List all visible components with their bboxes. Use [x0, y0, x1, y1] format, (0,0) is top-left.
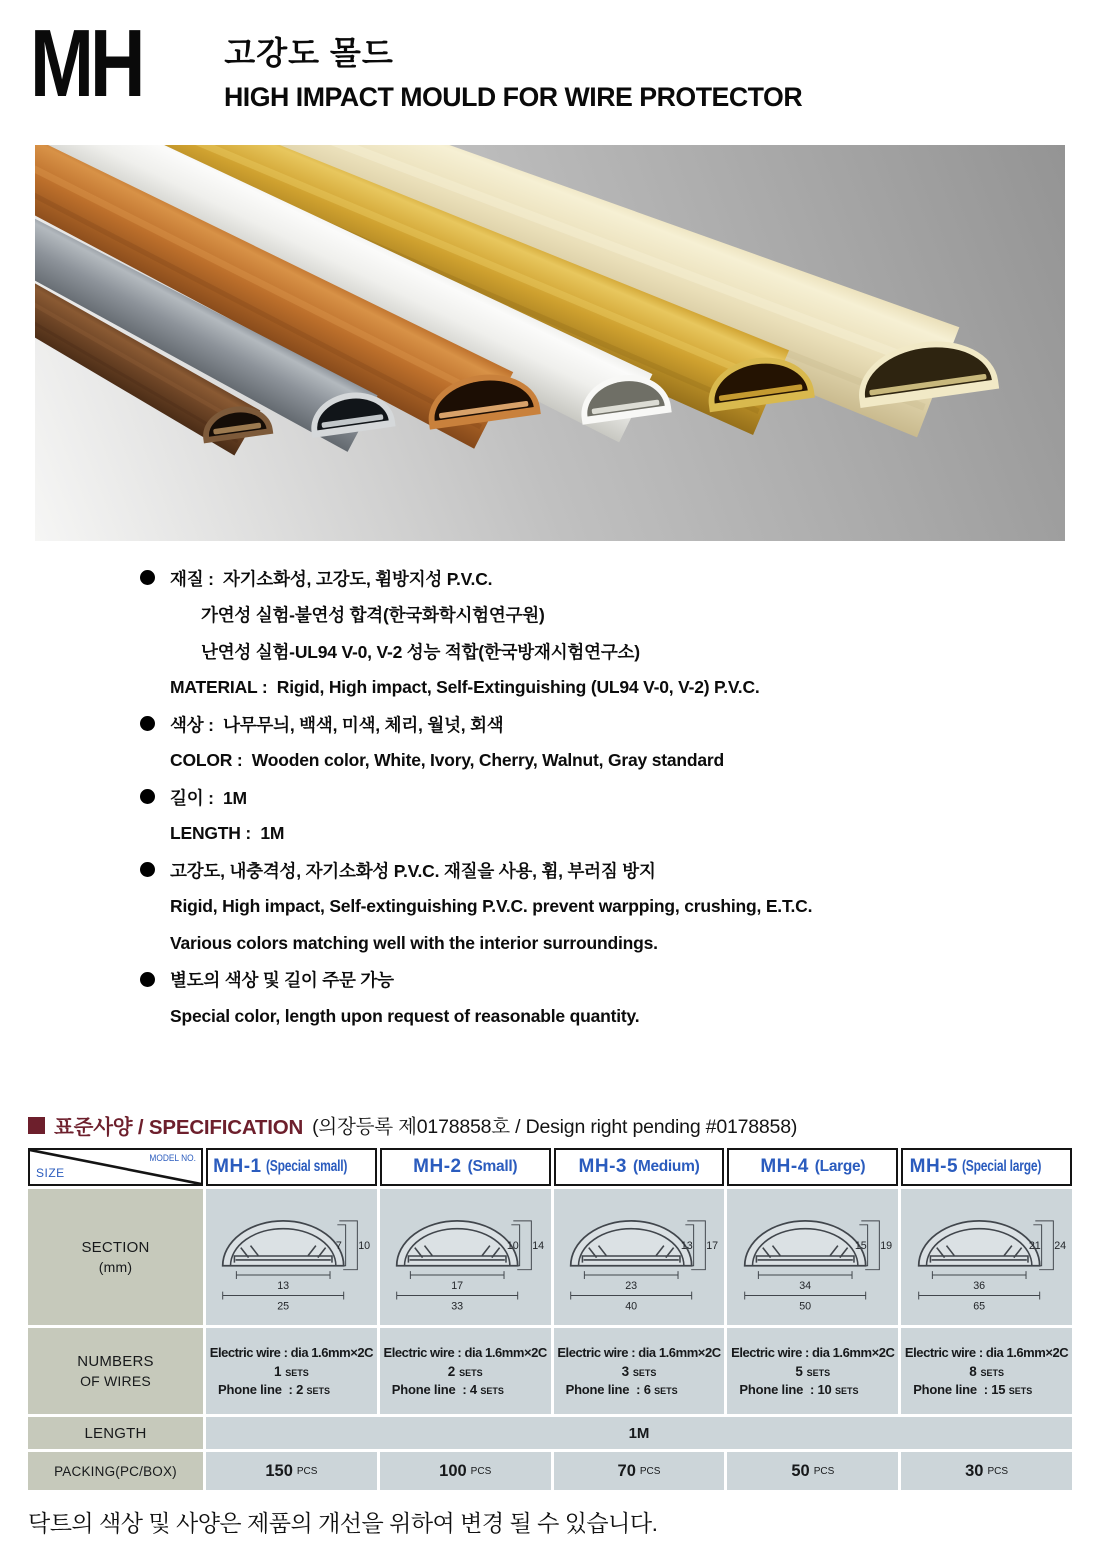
section-cell-mh5 [901, 1189, 1072, 1325]
dim-outer-width: 25 [277, 1300, 290, 1313]
electric-sets: 8 [969, 1364, 977, 1379]
model-size: (Special small) [265, 1158, 347, 1175]
feature-line [0, 962, 1100, 999]
feature-line [0, 779, 1100, 816]
sets-unit: SETS [306, 1386, 331, 1396]
title-korean: 고강도 몰드 [224, 35, 394, 71]
dim-inner-width: 23 [625, 1280, 638, 1293]
packing-cell-mh5 [901, 1452, 1072, 1490]
electric-wire-spec: Electric wire : dia 1.6mm×2C [904, 1345, 1069, 1360]
dim-inner-width: 34 [799, 1280, 811, 1293]
packing-unit: PCS [639, 1465, 661, 1477]
header-titles [224, 18, 808, 113]
model-name: MH-2 [413, 1156, 462, 1177]
model-name: MH-3 [578, 1156, 627, 1177]
packing-cell-mh1 [206, 1452, 377, 1490]
dim-outer-height: 17 [706, 1240, 719, 1253]
section-label: SECTION [81, 1239, 150, 1256]
electric-wire-spec: Electric wire : dia 1.6mm×2C [557, 1345, 721, 1360]
phone-line-spec: Phone line : 6 [565, 1382, 651, 1397]
table-corner-cell [28, 1148, 203, 1186]
row-label-wires [28, 1328, 203, 1414]
feature-text: 가연성 실험-불연성 합격(한국화학시험연구원) [201, 605, 545, 626]
wires-cell-mh5 [901, 1328, 1072, 1414]
section-unit: (mm) [98, 1259, 133, 1275]
packing-value: 150 [265, 1461, 293, 1480]
section-cell-mh4 [727, 1189, 898, 1325]
wires-cell-mh2 [380, 1328, 551, 1414]
sets-unit: SETS [459, 1368, 483, 1378]
dim-outer-width: 50 [799, 1300, 811, 1313]
feature-line [0, 816, 1100, 853]
dim-outer-height: 14 [532, 1240, 545, 1253]
phone-line-spec: Phone line : 4 [391, 1382, 477, 1397]
square-bullet-icon [28, 1117, 45, 1134]
feature-line [0, 998, 1100, 1035]
model-name: MH-1 [213, 1156, 262, 1177]
sets-unit: SETS [632, 1368, 657, 1378]
column-header-mh4 [727, 1148, 898, 1186]
section-cell-mh2 [380, 1189, 551, 1325]
bullet-icon [140, 972, 155, 987]
packing-value: 100 [439, 1461, 467, 1480]
packing-value: 30 [965, 1461, 984, 1480]
feature-line [0, 670, 1100, 707]
section-diagram [907, 1195, 1067, 1319]
section-cell-mh1 [206, 1189, 377, 1325]
feature-text: 난연성 실험-UL94 V-0, V-2 성능 적합(한국방재시험연구소) [201, 641, 640, 662]
dim-outer-width: 40 [625, 1300, 638, 1313]
title-english: HIGH IMPACT MOULD FOR WIRE PROTECTOR [224, 82, 803, 112]
feature-text: 색상 : 나무무늬, 백색, 미색, 체리, 월넛, 회색 [170, 714, 504, 735]
specification-title: 표준사양 / SPECIFICATION [54, 1116, 304, 1139]
dim-inner-height: 10 [507, 1240, 519, 1253]
dim-outer-width: 33 [451, 1300, 464, 1313]
dim-outer-height: 10 [358, 1240, 371, 1253]
model-size: (Small) [467, 1158, 518, 1175]
feature-text: Rigid, High impact, Self-extinguishing P.V.C. prevent warpping, crushing, E.T.C. [170, 896, 813, 917]
model-size: (Special large) [962, 1158, 1042, 1175]
section-diagram [385, 1195, 545, 1319]
bullet-icon [140, 570, 155, 585]
section-diagram [733, 1195, 893, 1319]
feature-text: 길이 : 1M [170, 787, 247, 808]
dim-outer-height: 24 [1053, 1240, 1066, 1253]
column-header-mh5 [901, 1148, 1072, 1186]
packing-unit: PCS [813, 1465, 835, 1477]
length-label: LENGTH [84, 1424, 147, 1442]
dim-inner-width: 36 [972, 1280, 985, 1293]
section-diagram [211, 1195, 371, 1319]
feature-text: Various colors matching well with the interior surroundings. [170, 932, 658, 953]
model-size: (Medium) [632, 1158, 700, 1175]
column-header-mh1 [206, 1148, 377, 1186]
feature-text: 재질 : 자기소화성, 고강도, 휨방지성 P.V.C. [170, 568, 493, 589]
corner-model-label: MODEL NO. [149, 1153, 196, 1164]
wires-cell-mh4 [727, 1328, 898, 1414]
column-header-mh2 [380, 1148, 551, 1186]
electric-sets: 5 [795, 1364, 803, 1379]
bullet-icon [140, 789, 155, 804]
feature-line [0, 889, 1100, 926]
phone-line-spec: Phone line : 2 [218, 1382, 304, 1397]
feature-text: LENGTH : 1M [170, 823, 285, 844]
wires-cell-mh3 [554, 1328, 725, 1414]
phone-line-spec: Phone line : 10 [739, 1382, 832, 1397]
electric-sets: 1 [274, 1364, 282, 1379]
page-header [30, 10, 808, 117]
feature-line [0, 706, 1100, 743]
wires-label-1: NUMBERS [77, 1353, 154, 1370]
feature-line [0, 560, 1100, 597]
packing-value: 70 [617, 1461, 636, 1480]
packing-label: PACKING(PC/BOX) [54, 1463, 177, 1479]
wires-cell-mh1 [206, 1328, 377, 1414]
length-value-cell [206, 1417, 1072, 1449]
sets-unit: SETS [834, 1386, 859, 1396]
specification-heading [28, 1110, 797, 1140]
sets-unit: SETS [1008, 1386, 1033, 1396]
sets-unit: SETS [654, 1386, 678, 1396]
feature-text: COLOR : Wooden color, White, Ivory, Cherry, Walnut, Gray standard [170, 750, 724, 771]
row-label-length [28, 1417, 203, 1449]
packing-unit: PCS [987, 1465, 1009, 1477]
packing-cell-mh3 [554, 1452, 725, 1490]
design-right-note: (의장등록 제0178858호 / Design right pending #0178858) [312, 1116, 798, 1138]
sets-unit: SETS [806, 1368, 831, 1378]
phone-line-spec: Phone line : 15 [913, 1382, 1006, 1397]
model-name: MH-5 [909, 1156, 959, 1177]
corner-size-label: SIZE [36, 1166, 65, 1180]
feature-text: 별도의 색상 및 길이 주문 가능 [170, 970, 394, 991]
column-header-mh3 [554, 1148, 725, 1186]
sets-unit: SETS [480, 1386, 504, 1396]
section-cell-mh3 [554, 1189, 725, 1325]
product-code: MH [30, 10, 142, 117]
model-name: MH-4 [760, 1156, 809, 1177]
bullet-icon [140, 862, 155, 877]
feature-line [0, 633, 1100, 670]
electric-wire-spec: Electric wire : dia 1.6mm×2C [383, 1345, 547, 1360]
packing-value: 50 [791, 1461, 810, 1480]
feature-text: 고강도, 내충격성, 자기소화성 P.V.C. 재질을 사용, 휨, 부러짐 방지 [170, 860, 656, 881]
footer-note: 닥트의 색상 및 사양은 제품의 개선을 위하여 변경 될 수 있습니다. [28, 1510, 658, 1536]
sets-unit: SETS [980, 1368, 1004, 1378]
packing-unit: PCS [470, 1465, 492, 1477]
electric-wire-spec: Electric wire : dia 1.6mm×2C [731, 1345, 895, 1360]
length-value: 1M [628, 1424, 650, 1442]
dim-outer-width: 65 [972, 1300, 985, 1313]
feature-text: MATERIAL : Rigid, High impact, Self-Extinguishing (UL94 V-0, V-2) P.V.C. [170, 677, 760, 698]
packing-unit: PCS [296, 1465, 318, 1477]
wires-label-2: OF WIRES [80, 1373, 151, 1389]
dim-inner-height: 7 [336, 1240, 343, 1253]
moulds-photo [35, 145, 1065, 541]
feature-line [0, 743, 1100, 780]
dim-inner-height: 21 [1028, 1240, 1041, 1253]
dim-inner-height: 15 [854, 1240, 867, 1253]
feature-line [0, 597, 1100, 634]
dim-inner-width: 17 [451, 1280, 464, 1293]
model-size: (Large) [814, 1158, 866, 1175]
feature-list [0, 560, 1100, 1035]
sets-unit: SETS [285, 1368, 309, 1378]
dim-inner-width: 13 [277, 1280, 290, 1293]
feature-line [0, 925, 1100, 962]
electric-wire-spec: Electric wire : dia 1.6mm×2C [209, 1345, 374, 1360]
packing-cell-mh2 [380, 1452, 551, 1490]
bullet-icon [140, 716, 155, 731]
specification-table [28, 1148, 1072, 1490]
section-diagram [559, 1195, 719, 1319]
dim-outer-height: 19 [879, 1240, 892, 1253]
dim-inner-height: 13 [680, 1240, 693, 1253]
electric-sets: 3 [621, 1364, 630, 1379]
packing-cell-mh4 [727, 1452, 898, 1490]
feature-line [0, 852, 1100, 889]
electric-sets: 2 [447, 1364, 456, 1379]
row-label-section [28, 1189, 203, 1325]
row-label-packing [28, 1452, 203, 1490]
product-photo [35, 145, 1065, 541]
feature-text: Special color, length upon request of reasonable quantity. [170, 1005, 640, 1026]
